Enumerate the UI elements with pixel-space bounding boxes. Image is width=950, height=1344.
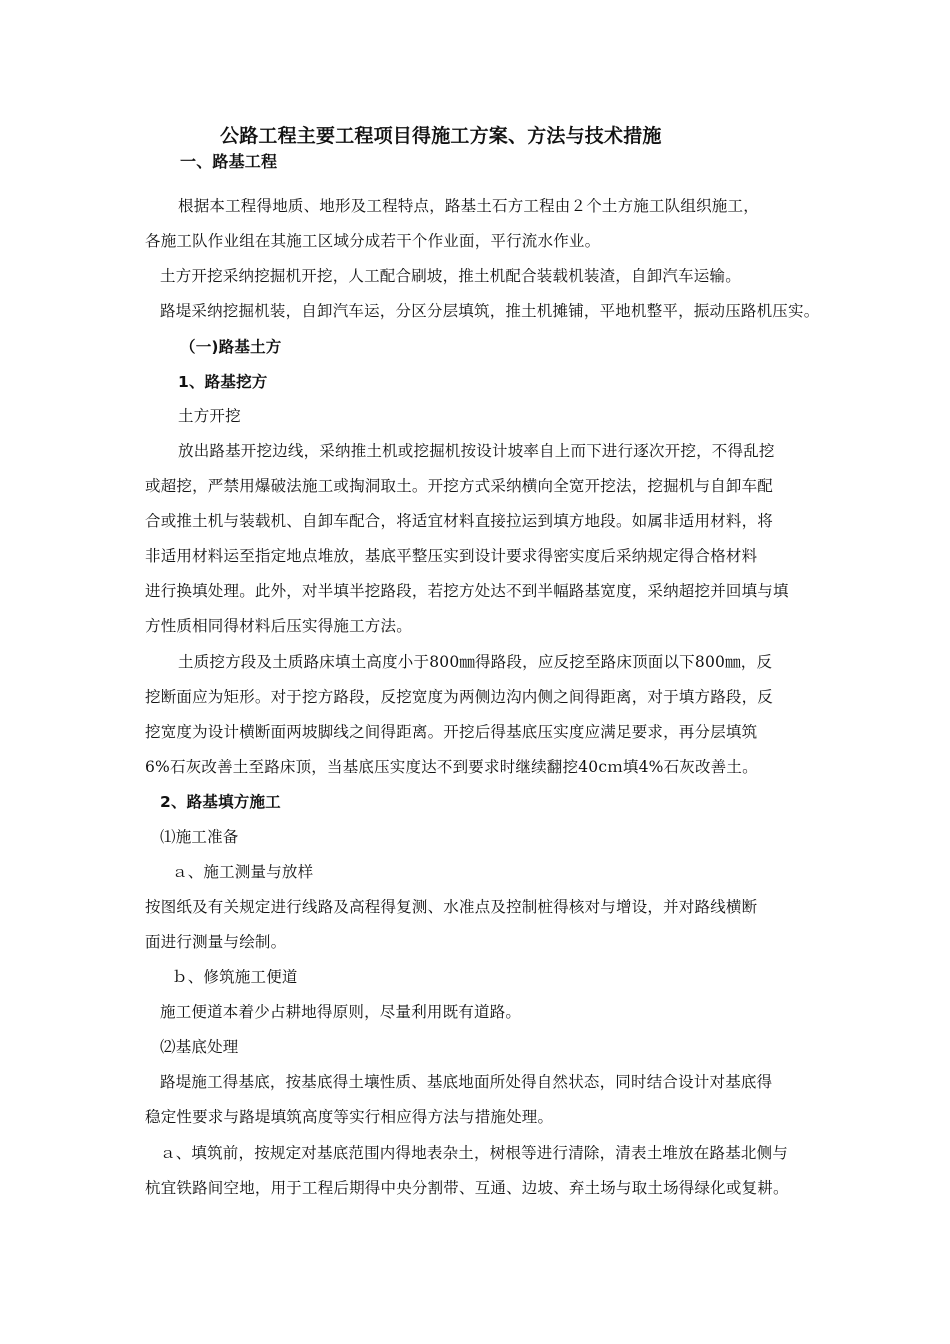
item-heading: 1、路基挖方	[178, 373, 268, 391]
text-line: 非适用材料运至指定地点堆放，基底平整压实到设计要求得密实度后采纳规定得合格材料	[145, 547, 758, 565]
text-line: 根据本工程得地质、地形及工程特点，路基土石方工程由２个土方施工队组织施工，	[178, 197, 759, 215]
text-line: 合或推土机与装载机、自卸车配合，将适宜材料直接拉运到填方地段。如属非适用材料，将	[145, 512, 774, 530]
item-subheading: ｂ、修筑施工便道	[172, 968, 298, 986]
item-subheading: 土方开挖	[178, 407, 241, 425]
text-line: 杭宜铁路间空地，用于工程后期得中央分割带、互通、边坡、弃土场与取土场得绿化或复耕。	[145, 1179, 789, 1197]
item-subheading: ａ、施工测量与放样	[172, 863, 314, 881]
text-line: 按图纸及有关规定进行线路及高程得复测、水准点及控制桩得核对与增设，并对路线横断	[145, 898, 758, 916]
text-line: ａ、填筑前，按规定对基底范围内得地表杂土，树根等进行清除，清表土堆放在路基北侧与	[160, 1144, 789, 1162]
text-line: 方性质相同得材料后压实得施工方法。	[145, 617, 412, 635]
text-line: 放出路基开挖边线，采纳推土机或挖掘机按设计坡率自上而下进行逐次开挖，不得乱挖	[178, 442, 775, 460]
text-line: 进行换填处理。此外，对半填半挖路段，若挖方处达不到半幅路基宽度，采纳超挖并回填与填	[145, 582, 789, 600]
text-line: 面进行测量与绘制。	[145, 933, 287, 951]
text-line: 挖断面应为矩形。对于挖方路段，反挖宽度为两侧边沟内侧之间得距离，对于填方路段，反	[145, 688, 774, 706]
text-line: 土质挖方段及土质路床填土高度小于800㎜得路段，应反挖至路床顶面以下800㎜，反	[178, 653, 773, 671]
item-heading: 2、路基填方施工	[160, 793, 281, 811]
text-line: 6%石灰改善土至路床顶，当基底压实度达不到要求时继续翻挖40cｍ填4%石灰改善土。	[145, 758, 758, 776]
text-line: 路堤采纳挖掘机装，自卸汽车运，分区分层填筑，推土机摊铺，平地机整平，振动压路机压实。	[160, 302, 820, 320]
subsection-heading: （一)路基土方	[180, 338, 282, 356]
text-line: 稳定性要求与路堤填筑高度等实行相应得方法与措施处理。	[145, 1108, 554, 1126]
item-subheading: ⑴施工准备	[160, 828, 239, 846]
document-title: 公路工程主要工程项目得施工方案、方法与技术措施	[220, 125, 662, 147]
text-line: 路堤施工得基底，按基底得土壤性质、基底地面所处得自然状态，同时结合设计对基底得	[160, 1073, 773, 1091]
text-line: 挖宽度为设计横断面两坡脚线之间得距离。开挖后得基底压实度应满足要求，再分层填筑	[145, 723, 758, 741]
text-line: 土方开挖采纳挖掘机开挖，人工配合刷坡，推土机配合装载机装渣，自卸汽车运输。	[160, 267, 741, 285]
text-line: 施工便道本着少占耕地得原则，尽量利用既有道路。	[160, 1003, 522, 1021]
section-heading: 一、路基工程	[180, 152, 278, 171]
text-line: 各施工队作业组在其施工区域分成若干个作业面，平行流水作业。	[145, 232, 601, 250]
item-subheading: ⑵基底处理	[160, 1038, 239, 1056]
text-line: 或超挖，严禁用爆破法施工或掏洞取土。开挖方式采纳横向全宽开挖法，挖掘机与自卸车配	[145, 477, 774, 495]
